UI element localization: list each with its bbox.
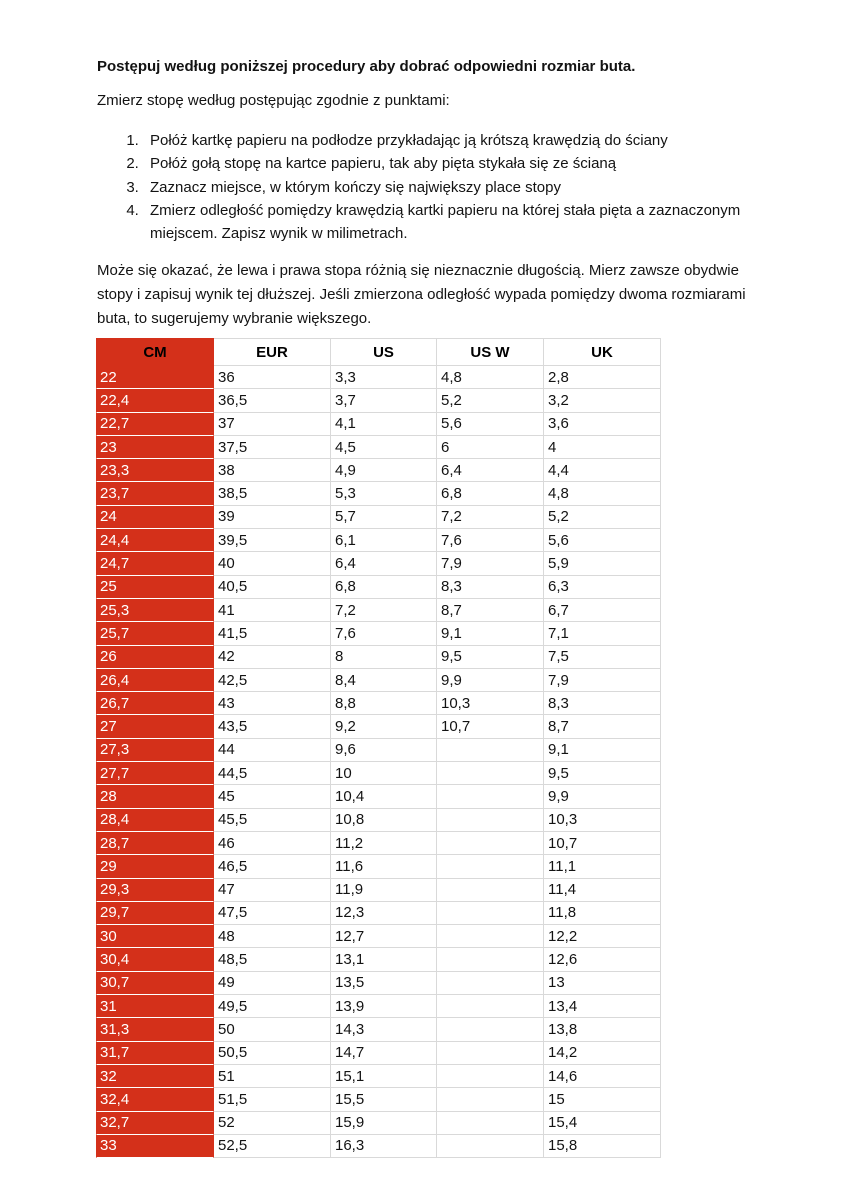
size-cell: 44 [214,738,331,761]
size-cell: 5,3 [331,482,437,505]
size-cell: 11,2 [331,831,437,854]
cm-cell: 29 [97,855,214,878]
size-cell: 7,6 [437,529,544,552]
size-cell: 46,5 [214,855,331,878]
size-cell: 15,1 [331,1064,437,1087]
table-row [97,1111,661,1134]
cm-cell: 22 [97,366,214,389]
size-cell: 48 [214,925,331,948]
table-row [97,1018,661,1041]
table-row [97,738,661,761]
cm-cell: 32,7 [97,1111,214,1134]
size-cell: 15,5 [331,1088,437,1111]
size-cell: 6 [437,435,544,458]
size-cell: 6,7 [544,598,661,621]
cm-cell: 26,4 [97,668,214,691]
table-row [97,925,661,948]
table-row [97,598,661,621]
size-cell: 5,2 [544,505,661,528]
table-row [97,412,661,435]
size-cell: 47 [214,878,331,901]
step-item: 1. Połóż kartkę papieru na podłodze przykładając ją krótszą krawędzią do ściany [143,129,752,152]
cm-cell: 23 [97,435,214,458]
table-row [97,831,661,854]
size-cell: 50 [214,1018,331,1041]
size-cell: 7,5 [544,645,661,668]
size-cell: 5,6 [544,529,661,552]
cm-cell: 31 [97,995,214,1018]
size-cell: 9,5 [544,762,661,785]
size-cell: 40 [214,552,331,575]
size-cell: 8 [331,645,437,668]
cm-cell: 27,3 [97,738,214,761]
step-item: 4. Zmierz odległość pomiędzy krawędzią kartki papieru na której stała pięta a zaznaczonym miejscem. Zapisz wynik w milimetrach. [143,199,752,246]
table-row [97,668,661,691]
table-row [97,575,661,598]
size-cell: 14,3 [331,1018,437,1041]
size-cell: 8,8 [331,692,437,715]
table-row [97,762,661,785]
size-cell: 6,8 [331,575,437,598]
size-cell [437,1088,544,1111]
cm-cell: 33 [97,1134,214,1157]
size-cell: 11,1 [544,855,661,878]
size-cell: 10,3 [437,692,544,715]
size-cell: 3,2 [544,389,661,412]
table-row [97,1088,661,1111]
header-eur: EUR [214,339,331,366]
size-cell: 52,5 [214,1134,331,1157]
table-row [97,878,661,901]
size-cell: 10,7 [437,715,544,738]
size-cell [437,831,544,854]
cm-cell: 25 [97,575,214,598]
header-row [97,339,661,366]
size-cell [437,1018,544,1041]
table-row [97,459,661,482]
size-cell: 9,9 [437,668,544,691]
size-cell: 36 [214,366,331,389]
size-cell: 13,8 [544,1018,661,1041]
size-cell: 38,5 [214,482,331,505]
table-row [97,808,661,831]
size-cell: 45 [214,785,331,808]
size-cell: 16,3 [331,1134,437,1157]
size-cell: 12,2 [544,925,661,948]
size-cell: 5,6 [437,412,544,435]
size-table-body [97,366,661,1158]
size-cell: 6,8 [437,482,544,505]
table-row [97,366,661,389]
cm-cell: 26,7 [97,692,214,715]
size-cell: 41,5 [214,622,331,645]
size-cell: 37 [214,412,331,435]
cm-cell: 25,7 [97,622,214,645]
table-row [97,645,661,668]
cm-cell: 26 [97,645,214,668]
size-cell: 9,6 [331,738,437,761]
size-cell [437,971,544,994]
table-row [97,971,661,994]
cm-cell: 22,4 [97,389,214,412]
table-row [97,1134,661,1157]
size-cell: 8,3 [544,692,661,715]
size-cell [437,1064,544,1087]
size-cell: 8,3 [437,575,544,598]
size-cell: 14,2 [544,1041,661,1064]
cm-cell: 30,4 [97,948,214,971]
size-cell: 6,4 [437,459,544,482]
page-title: Postępuj według poniższej procedury aby dobrać odpowiedni rozmiar buta. [97,58,636,75]
instructions-block [97,57,752,331]
cm-cell: 30 [97,925,214,948]
cm-cell: 28 [97,785,214,808]
table-row [97,1041,661,1064]
size-cell: 39 [214,505,331,528]
table-row [97,715,661,738]
size-cell: 51 [214,1064,331,1087]
size-cell [437,948,544,971]
cm-cell: 28,4 [97,808,214,831]
size-cell: 11,6 [331,855,437,878]
size-cell: 6,1 [331,529,437,552]
size-cell: 15 [544,1088,661,1111]
size-cell: 10,8 [331,808,437,831]
size-cell: 42 [214,645,331,668]
size-cell: 50,5 [214,1041,331,1064]
size-cell: 11,9 [331,878,437,901]
size-cell: 49 [214,971,331,994]
size-cell: 9,2 [331,715,437,738]
size-cell: 7,2 [437,505,544,528]
size-cell: 7,9 [437,552,544,575]
size-cell: 41 [214,598,331,621]
note-paragraph: Może się okazać, że lewa i prawa stopa różnią się nieznacznie długością. Mierz zawsze obydwie stopy i zapisuj wynik tej dłuższej. Jeśli zmierzona odległość wypada pomiędzy dwoma rozmiarami buta, to sugerujemy wybranie większego. [97,262,746,328]
cm-cell: 27 [97,715,214,738]
size-cell: 5,2 [437,389,544,412]
size-cell: 43,5 [214,715,331,738]
cm-cell: 25,3 [97,598,214,621]
size-cell: 2,8 [544,366,661,389]
shoe-size-table [96,338,661,1158]
size-cell: 9,9 [544,785,661,808]
size-cell: 15,8 [544,1134,661,1157]
cm-cell: 29,7 [97,901,214,924]
size-cell: 15,4 [544,1111,661,1134]
size-cell: 10,4 [331,785,437,808]
step-item: 2. Połóż gołą stopę na kartce papieru, tak aby pięta stykała się ze ścianą [143,152,752,175]
size-cell: 7,2 [331,598,437,621]
size-cell: 4,8 [544,482,661,505]
size-cell [437,1111,544,1134]
intro-text: Zmierz stopę według postępując zgodnie z punktami: [97,92,450,109]
size-cell: 47,5 [214,901,331,924]
cm-cell: 31,7 [97,1041,214,1064]
size-cell [437,1041,544,1064]
size-cell: 6,4 [331,552,437,575]
table-row [97,622,661,645]
size-cell [437,855,544,878]
size-cell: 7,1 [544,622,661,645]
cm-cell: 32,4 [97,1088,214,1111]
cm-cell: 29,3 [97,878,214,901]
cm-cell: 28,7 [97,831,214,854]
size-cell: 8,7 [437,598,544,621]
size-cell [437,878,544,901]
size-cell: 44,5 [214,762,331,785]
header-usw: US W [437,339,544,366]
table-row [97,1064,661,1087]
size-cell: 10 [331,762,437,785]
size-cell [437,901,544,924]
size-cell: 5,7 [331,505,437,528]
table-row [97,529,661,552]
cm-cell: 23,7 [97,482,214,505]
cm-cell: 32 [97,1064,214,1087]
size-cell: 8,7 [544,715,661,738]
size-cell [437,785,544,808]
size-cell: 9,1 [437,622,544,645]
size-cell: 38 [214,459,331,482]
cm-cell: 30,7 [97,971,214,994]
size-cell: 4,5 [331,435,437,458]
size-cell [437,738,544,761]
size-cell: 13,5 [331,971,437,994]
header-uk: UK [544,339,661,366]
size-cell: 4,1 [331,412,437,435]
size-cell [437,995,544,1018]
size-cell: 48,5 [214,948,331,971]
size-cell: 13,9 [331,995,437,1018]
size-cell: 7,6 [331,622,437,645]
table-row [97,505,661,528]
cm-cell: 24,4 [97,529,214,552]
cm-cell: 24,7 [97,552,214,575]
table-row [97,901,661,924]
size-cell: 13 [544,971,661,994]
size-cell: 5,9 [544,552,661,575]
cm-cell: 24 [97,505,214,528]
size-cell: 52 [214,1111,331,1134]
step-item: 3. Zaznacz miejsce, w którym kończy się największy place stopy [143,176,752,199]
size-cell: 11,4 [544,878,661,901]
size-cell [437,1134,544,1157]
size-cell: 9,1 [544,738,661,761]
cm-cell: 22,7 [97,412,214,435]
size-cell: 12,3 [331,901,437,924]
size-cell: 10,3 [544,808,661,831]
size-cell: 3,6 [544,412,661,435]
size-cell: 12,6 [544,948,661,971]
size-cell: 51,5 [214,1088,331,1111]
table-row [97,435,661,458]
size-cell: 3,3 [331,366,437,389]
size-cell: 4,9 [331,459,437,482]
table-row [97,948,661,971]
size-cell: 39,5 [214,529,331,552]
size-cell: 13,4 [544,995,661,1018]
table-row [97,785,661,808]
size-cell: 7,9 [544,668,661,691]
size-cell: 40,5 [214,575,331,598]
table-row [97,389,661,412]
table-row [97,692,661,715]
measurement-steps-list [97,129,752,245]
table-header [97,339,661,366]
size-cell: 46 [214,831,331,854]
size-cell: 8,4 [331,668,437,691]
size-cell: 49,5 [214,995,331,1018]
table-row [97,482,661,505]
size-cell: 4 [544,435,661,458]
table-row [97,552,661,575]
size-cell [437,762,544,785]
size-cell: 14,7 [331,1041,437,1064]
size-cell: 37,5 [214,435,331,458]
size-cell: 4,4 [544,459,661,482]
size-cell: 15,9 [331,1111,437,1134]
size-cell: 10,7 [544,831,661,854]
size-table-container [96,338,661,1158]
cm-cell: 23,3 [97,459,214,482]
size-cell [437,925,544,948]
size-cell: 14,6 [544,1064,661,1087]
cm-cell: 27,7 [97,762,214,785]
size-cell: 11,8 [544,901,661,924]
size-cell: 4,8 [437,366,544,389]
header-us: US [331,339,437,366]
table-row [97,855,661,878]
size-cell: 12,7 [331,925,437,948]
size-cell: 3,7 [331,389,437,412]
table-row [97,995,661,1018]
cm-cell: 31,3 [97,1018,214,1041]
size-cell: 13,1 [331,948,437,971]
size-cell: 36,5 [214,389,331,412]
size-cell: 9,5 [437,645,544,668]
size-cell [437,808,544,831]
header-cm: CM [97,339,214,366]
size-cell: 6,3 [544,575,661,598]
size-cell: 43 [214,692,331,715]
size-cell: 42,5 [214,668,331,691]
size-cell: 45,5 [214,808,331,831]
